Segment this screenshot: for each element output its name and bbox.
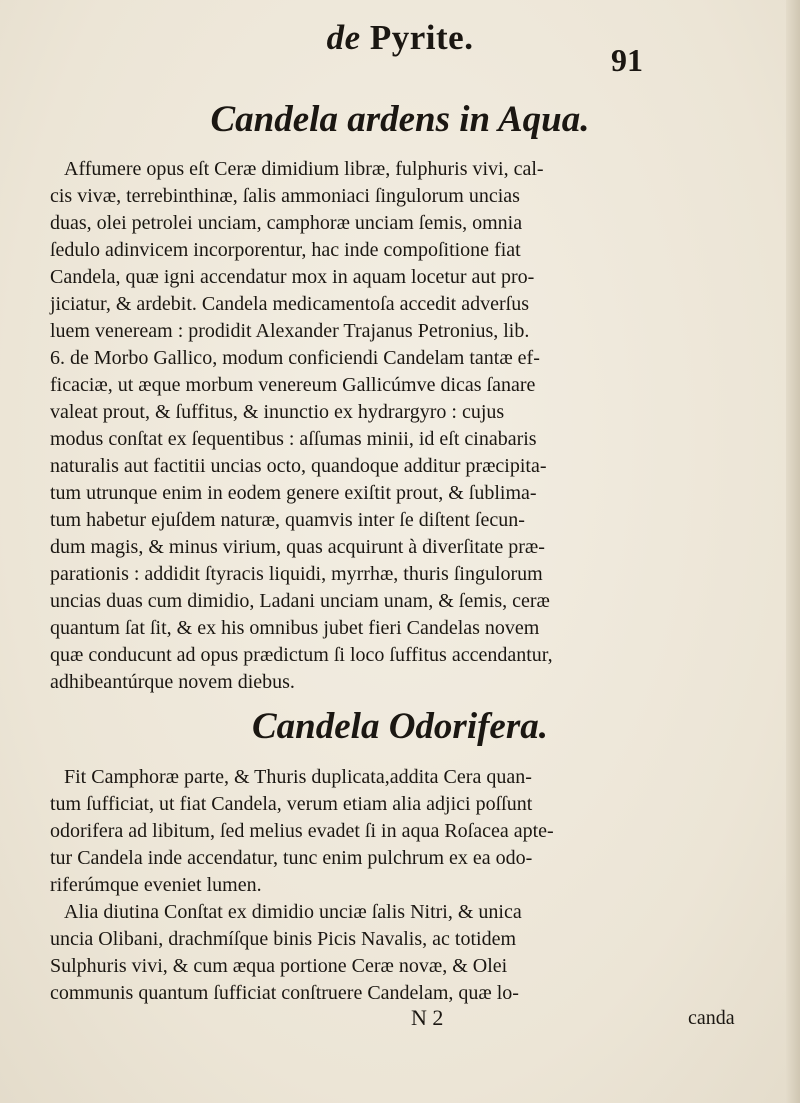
text-line: Alia diutina Conſtat ex dimidio unciæ ſalis Nitri, & unica bbox=[64, 901, 522, 923]
text-line: uncia Olibani, drachmíſque binis Picis Navalis, ac totidem bbox=[50, 928, 517, 950]
text-line: odorifera ad libitum, ſed melius evadet ſi in aqua Roſacea apte- bbox=[50, 820, 554, 842]
section-heading-candela-odorifera: Candela Odorifera. bbox=[252, 706, 548, 747]
text-line: 6. de Morbo Gallico, modum conficiendi Candelam tantæ ef- bbox=[50, 347, 540, 369]
text-line: parationis : addidit ſtyracis liquidi, myrrhæ, thuris ſingulorum bbox=[50, 563, 543, 585]
text-line: tum habetur ejuſdem naturæ, quamvis inter ſe diſtent ſecun- bbox=[50, 509, 525, 531]
text-line: luem veneream : prodidit Alexander Trajanus Petronius, lib. bbox=[50, 320, 530, 342]
section-heading-candela-ardens: Candela ardens in Aqua. bbox=[210, 99, 590, 140]
text-line: Affumere opus eſt Ceræ dimidium libræ, fulphuris vivi, cal- bbox=[64, 158, 544, 180]
text-line: dum magis, & minus virium, quas acquirunt à diverſitate præ- bbox=[50, 536, 545, 558]
text-line: quantum ſat ſit, & ex his omnibus jubet fieri Candelas novem bbox=[50, 617, 540, 639]
running-head bbox=[0, 18, 800, 78]
text-line: cis vivæ, terrebinthinæ, ſalis ammoniaci ſingulorum uncias bbox=[50, 185, 520, 207]
running-title bbox=[0, 18, 800, 58]
text-line: riferúmque eveniet lumen. bbox=[50, 874, 262, 896]
text-line: ficaciæ, ut æque morbum venereum Gallicúmve dicas ſanare bbox=[50, 374, 536, 396]
running-title-word: Pyrite. bbox=[369, 18, 474, 57]
text-line: adhibeantúrque novem diebus. bbox=[50, 671, 295, 693]
page-edge-shadow bbox=[786, 0, 800, 1103]
text-line: tum ſufficiat, ut fiat Candela, verum etiam alia adjici poſſunt bbox=[50, 793, 533, 815]
text-line: valeat prout, & ſuffitus, & inunctio ex hydrargyro : cujus bbox=[50, 401, 505, 423]
catchword: canda bbox=[688, 1007, 735, 1029]
text-line: communis quantum ſufficiat conſtruere Candelam, quæ lo- bbox=[50, 982, 519, 1004]
text-line: tur Candela inde accendatur, tunc enim pulchrum ex ea odo- bbox=[50, 847, 533, 869]
signature-mark: N 2 bbox=[411, 1005, 444, 1030]
text-line: Candela, quæ igni accendatur mox in aquam locetur aut pro- bbox=[50, 266, 535, 288]
text-line: duas, olei petrolei unciam, camphoræ unciam ſemis, omnia bbox=[50, 212, 523, 234]
text-line: Sulphuris vivi, & cum æqua portione Ceræ novæ, & Olei bbox=[50, 955, 508, 977]
text-line: naturalis aut factitii uncias octo, quandoque additur præcipita- bbox=[50, 455, 547, 477]
text-line: ſedulo adinvicem incorporentur, hac inde compoſitione fiat bbox=[50, 239, 521, 261]
text-line: modus conſtat ex ſequentibus : aſſumas minii, id eſt cinabaris bbox=[50, 428, 537, 450]
text-line: uncias duas cum dimidio, Ladani unciam unam, & ſemis, ceræ bbox=[50, 590, 550, 612]
page-number: 91 bbox=[611, 42, 643, 78]
text-line: Fit Camphoræ parte, & Thuris duplicata,addita Cera quan- bbox=[64, 766, 532, 788]
text-line: tum utrunque enim in eodem genere exiſtit prout, & ſublima- bbox=[50, 482, 537, 504]
text-line: quæ conducunt ad opus prædictum ſi loco ſuffitus accendantur, bbox=[50, 644, 553, 666]
text-line: jiciatur, & ardebit. Candela medicamentoſa accedit adverſus bbox=[50, 293, 529, 315]
running-title-prefix: de bbox=[326, 18, 361, 57]
